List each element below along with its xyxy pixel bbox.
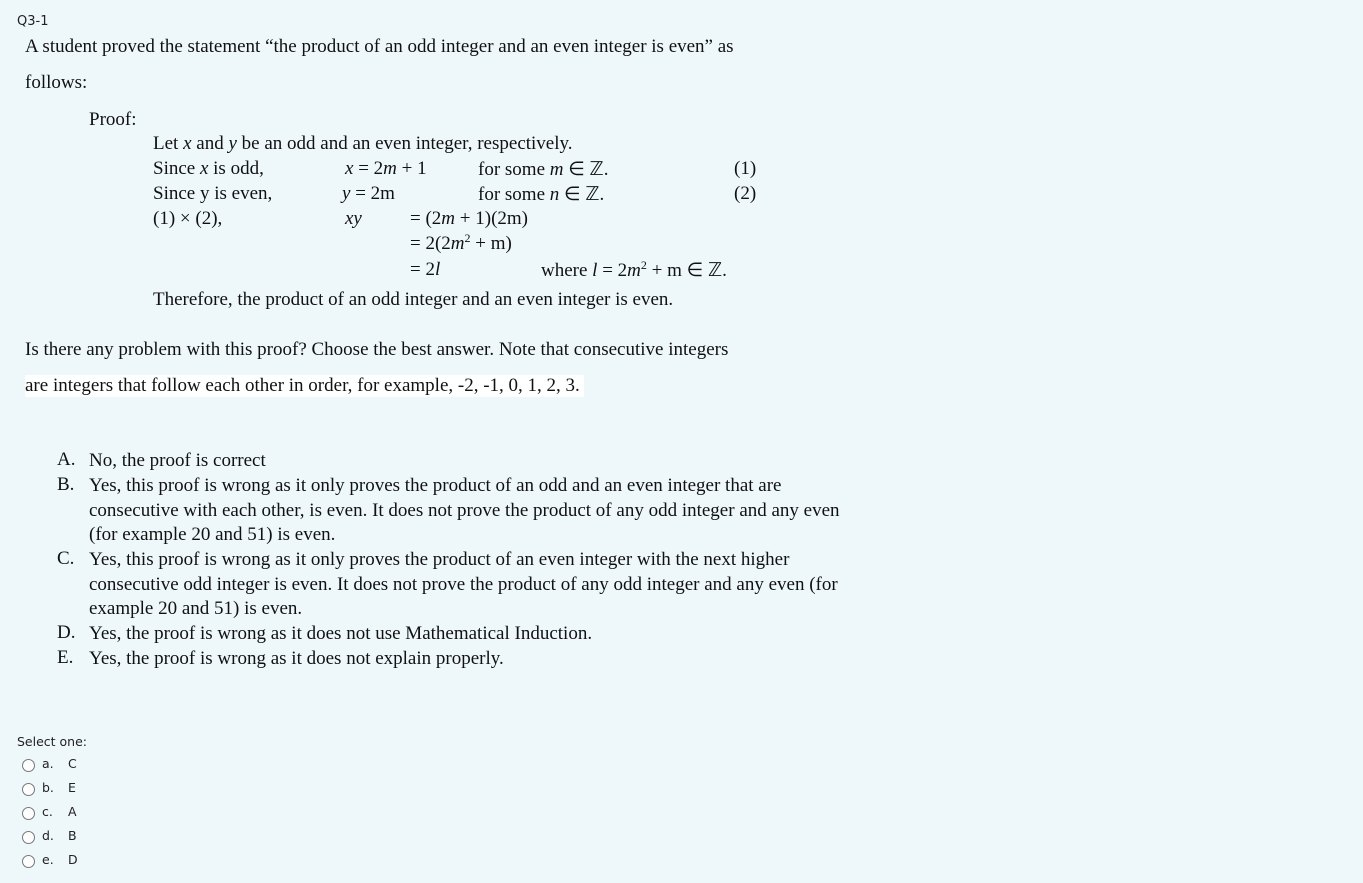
proof-heading: Proof: xyxy=(89,109,137,130)
proof-row1-eq: x = 2m + 1 xyxy=(345,158,427,179)
proof-row5-eq: = 2l xyxy=(410,259,441,280)
question-number: Q3-1 xyxy=(17,14,49,29)
proof-row4-eq: = $2(2m^2 + m)$ xyxy=(410,231,512,254)
intro-line-1: A student proved the statement “the product of an odd integer and an even integer is even” as xyxy=(25,36,734,57)
proof-conclusion: Therefore, the product of an odd integer and an even integer is even. xyxy=(153,289,674,310)
proof-row3-eq: = (2m + 1)(2m) xyxy=(410,208,529,229)
proof-row2-for: for some n ∈ ℤ. xyxy=(478,184,605,205)
radio-button[interactable] xyxy=(22,807,35,820)
equation-number-1: (1) xyxy=(734,158,757,179)
proof-row5-where: where $l = 2m^2 + m$ ∈ ℤ. xyxy=(541,258,727,281)
proof-row1-label: Since x is odd, xyxy=(153,158,264,179)
radio-button[interactable] xyxy=(22,855,35,868)
proof-row2-eq: y = 2m xyxy=(342,183,395,204)
proof-let-line: Let x and y be an odd and an even integer, respectively. xyxy=(153,133,573,154)
intro-line-2: follows: xyxy=(25,72,88,93)
radio-button[interactable] xyxy=(22,759,35,772)
proof-row2-label: Since y is even, xyxy=(153,183,273,204)
question-line-1: Is there any problem with this proof? Choose the best answer. Note that consecutive integers xyxy=(25,339,729,360)
proof-row3-var: xy xyxy=(345,208,362,229)
radio-button[interactable] xyxy=(22,783,35,796)
equation-number-2: (2) xyxy=(734,183,757,204)
radio-button[interactable] xyxy=(22,831,35,844)
select-one-prompt: Select one: xyxy=(17,734,88,749)
proof-row1-for: for some m ∈ ℤ. xyxy=(478,159,609,180)
proof-row3-label: (1) × (2), xyxy=(153,208,223,229)
question-line-2: are integers that follow each other in order, for example, -2, -1, 0, 1, 2, 3. xyxy=(25,375,584,397)
